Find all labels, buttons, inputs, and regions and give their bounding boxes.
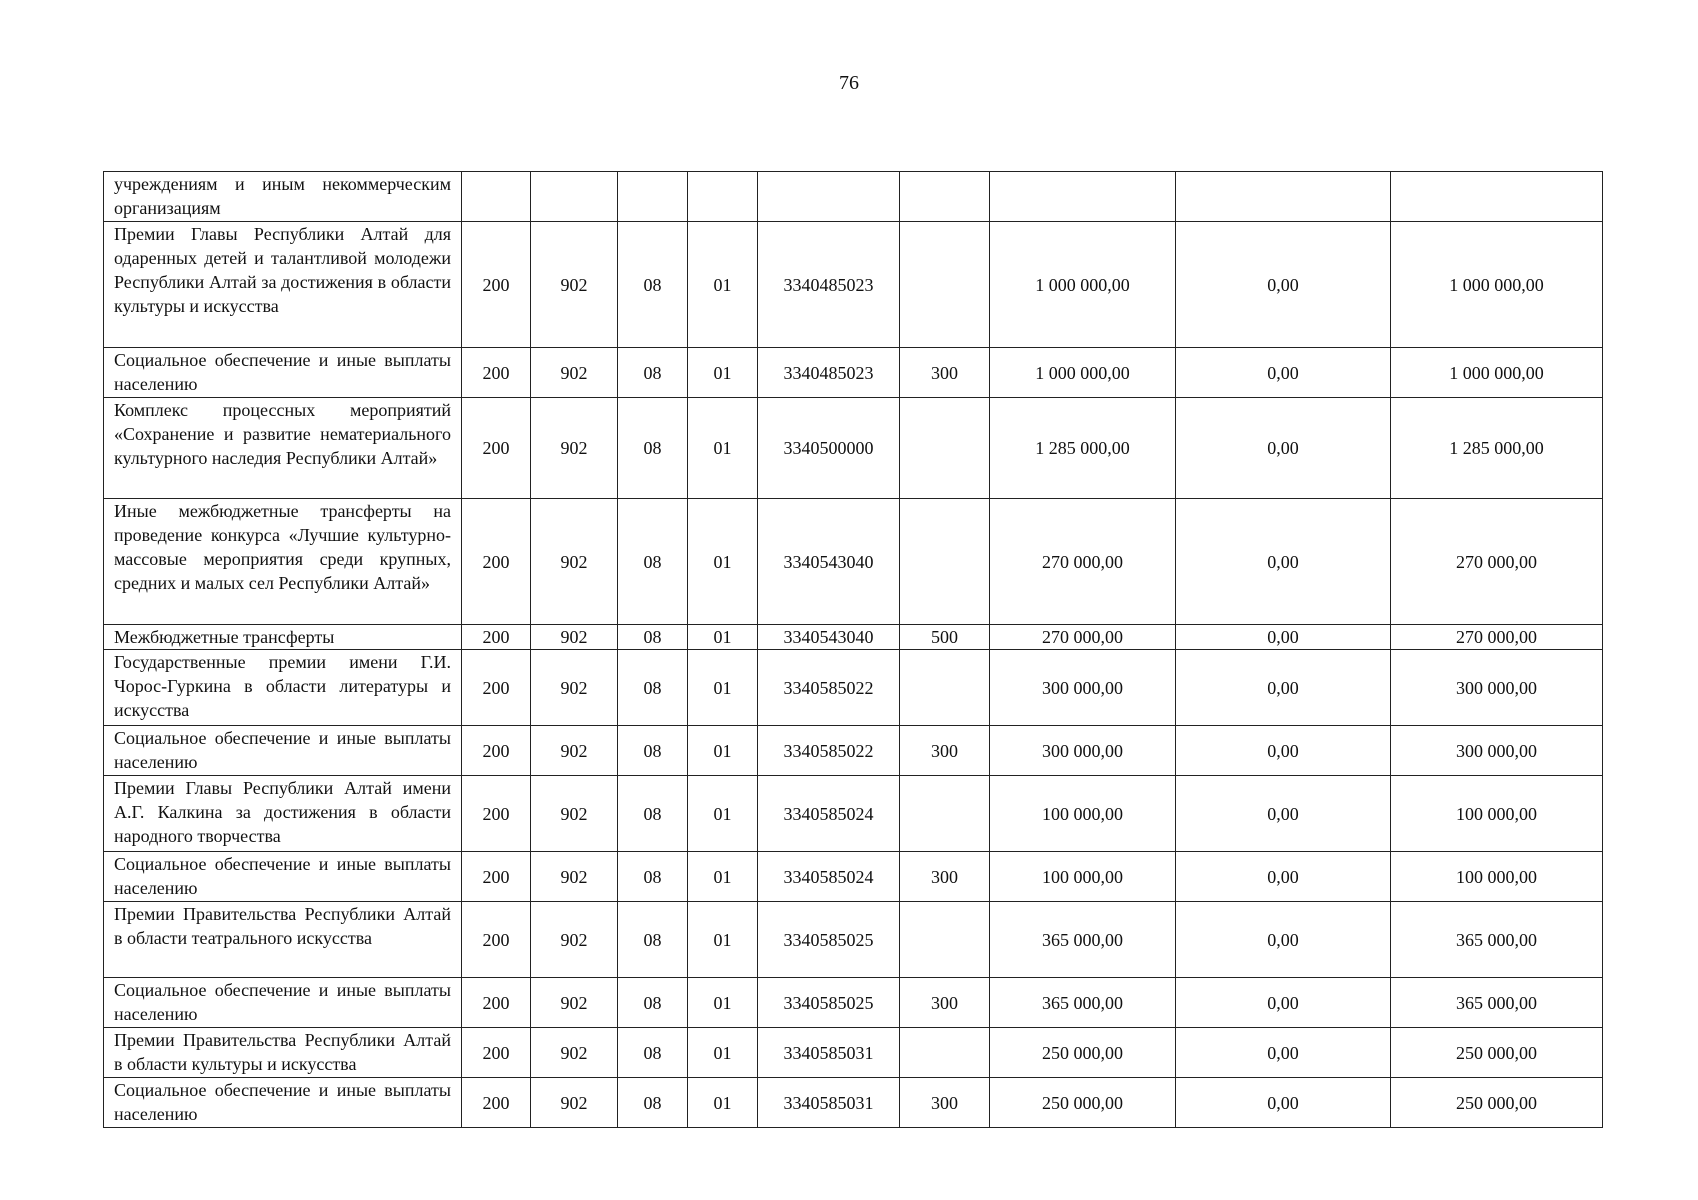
cell-federal-amount: 0,00 — [1176, 398, 1391, 499]
cell-section: 08 — [618, 222, 688, 348]
table-row — [104, 650, 1603, 726]
cell-expense-type — [900, 902, 990, 978]
cell-target-article: 3340585025 — [758, 978, 900, 1028]
cell-ministry-code: 902 — [531, 1028, 618, 1078]
cell-total-amount: 250 000,00 — [1391, 1028, 1603, 1078]
cell-expense-type: 300 — [900, 978, 990, 1028]
cell-expense-type — [900, 1028, 990, 1078]
cell-ppp: 200 — [462, 978, 531, 1028]
cell-section: 08 — [618, 625, 688, 650]
cell-ppp: 200 — [462, 902, 531, 978]
cell-total-amount: 365 000,00 — [1391, 978, 1603, 1028]
cell-expense-type — [900, 172, 990, 222]
cell-target-article: 3340485023 — [758, 222, 900, 348]
cell-target-article: 3340585022 — [758, 650, 900, 726]
cell-federal-amount — [1176, 172, 1391, 222]
cell-target-article: 3340543040 — [758, 499, 900, 625]
cell-ppp — [462, 172, 531, 222]
cell-subsection: 01 — [688, 222, 758, 348]
cell-federal-amount: 0,00 — [1176, 1028, 1391, 1078]
table-row — [104, 726, 1603, 776]
cell-expense-type — [900, 222, 990, 348]
cell-total-amount: 100 000,00 — [1391, 852, 1603, 902]
cell-section: 08 — [618, 726, 688, 776]
cell-target-article: 3340585025 — [758, 902, 900, 978]
row-name-cell: учреждениям и иным некоммерческим организациям — [104, 172, 462, 222]
cell-total-amount: 300 000,00 — [1391, 726, 1603, 776]
cell-expense-type: 300 — [900, 348, 990, 398]
cell-expense-type — [900, 776, 990, 852]
budget-table — [103, 171, 1603, 1128]
cell-ministry-code: 902 — [531, 625, 618, 650]
table-row — [104, 398, 1603, 499]
cell-section: 08 — [618, 499, 688, 625]
cell-amount: 1 000 000,00 — [990, 222, 1176, 348]
table-row — [104, 1078, 1603, 1128]
cell-expense-type: 300 — [900, 726, 990, 776]
cell-ministry-code: 902 — [531, 852, 618, 902]
cell-amount: 300 000,00 — [990, 650, 1176, 726]
cell-ppp: 200 — [462, 1078, 531, 1128]
cell-ppp: 200 — [462, 222, 531, 348]
row-name-cell: Премии Правительства Республики Алтай в области театрального искусства — [104, 902, 462, 978]
cell-federal-amount: 0,00 — [1176, 650, 1391, 726]
row-name-cell: Иные межбюджетные трансферты на проведение конкурса «Лучшие культурно-массовые мероприятия среди крупных, средних и малых сел Республики Алтай» — [104, 499, 462, 625]
cell-ministry-code: 902 — [531, 348, 618, 398]
row-name-cell: Социальное обеспечение и иные выплаты населению — [104, 726, 462, 776]
cell-target-article: 3340543040 — [758, 625, 900, 650]
cell-subsection: 01 — [688, 978, 758, 1028]
cell-subsection: 01 — [688, 650, 758, 726]
cell-amount: 100 000,00 — [990, 776, 1176, 852]
cell-ministry-code: 902 — [531, 978, 618, 1028]
cell-amount: 270 000,00 — [990, 625, 1176, 650]
cell-amount: 270 000,00 — [990, 499, 1176, 625]
table-row — [104, 902, 1603, 978]
row-name-cell: Комплекс процессных мероприятий «Сохранение и развитие нематериального культурного наследия Республики Алтай» — [104, 398, 462, 499]
cell-ministry-code: 902 — [531, 499, 618, 625]
cell-ministry-code: 902 — [531, 1078, 618, 1128]
cell-amount — [990, 172, 1176, 222]
cell-ppp: 200 — [462, 398, 531, 499]
cell-expense-type: 500 — [900, 625, 990, 650]
table-row — [104, 625, 1603, 650]
cell-ministry-code — [531, 172, 618, 222]
cell-ppp: 200 — [462, 499, 531, 625]
cell-federal-amount: 0,00 — [1176, 726, 1391, 776]
cell-total-amount: 250 000,00 — [1391, 1078, 1603, 1128]
cell-amount: 250 000,00 — [990, 1078, 1176, 1128]
cell-subsection: 01 — [688, 499, 758, 625]
cell-amount: 365 000,00 — [990, 902, 1176, 978]
cell-section: 08 — [618, 398, 688, 499]
cell-expense-type: 300 — [900, 1078, 990, 1128]
table-body — [104, 172, 1603, 1128]
cell-target-article: 3340585024 — [758, 776, 900, 852]
cell-total-amount: 100 000,00 — [1391, 776, 1603, 852]
cell-ppp: 200 — [462, 852, 531, 902]
cell-ministry-code: 902 — [531, 222, 618, 348]
cell-section: 08 — [618, 902, 688, 978]
cell-section — [618, 172, 688, 222]
row-name-cell: Межбюджетные трансферты — [104, 625, 462, 650]
cell-target-article: 3340500000 — [758, 398, 900, 499]
cell-federal-amount: 0,00 — [1176, 776, 1391, 852]
cell-total-amount: 300 000,00 — [1391, 650, 1603, 726]
cell-subsection: 01 — [688, 902, 758, 978]
cell-section: 08 — [618, 650, 688, 726]
cell-total-amount: 270 000,00 — [1391, 625, 1603, 650]
cell-federal-amount: 0,00 — [1176, 499, 1391, 625]
row-name-cell: Социальное обеспечение и иные выплаты населению — [104, 1078, 462, 1128]
cell-target-article — [758, 172, 900, 222]
cell-ministry-code: 902 — [531, 776, 618, 852]
cell-total-amount: 1 000 000,00 — [1391, 222, 1603, 348]
cell-ppp: 200 — [462, 625, 531, 650]
cell-ppp: 200 — [462, 650, 531, 726]
table-row — [104, 1028, 1603, 1078]
cell-federal-amount: 0,00 — [1176, 222, 1391, 348]
cell-expense-type: 300 — [900, 852, 990, 902]
cell-total-amount: 270 000,00 — [1391, 499, 1603, 625]
cell-target-article: 3340485023 — [758, 348, 900, 398]
cell-subsection: 01 — [688, 398, 758, 499]
cell-subsection: 01 — [688, 852, 758, 902]
cell-expense-type — [900, 499, 990, 625]
cell-amount: 250 000,00 — [990, 1028, 1176, 1078]
row-name-cell: Премии Главы Республики Алтай имени А.Г. Калкина за достижения в области народного творчества — [104, 776, 462, 852]
row-name-cell: Премии Главы Республики Алтай для одаренных детей и талантливой молодежи Республики Алтай за достижения в области культуры и искусства — [104, 222, 462, 348]
cell-amount: 365 000,00 — [990, 978, 1176, 1028]
cell-ppp: 200 — [462, 776, 531, 852]
cell-section: 08 — [618, 348, 688, 398]
cell-target-article: 3340585031 — [758, 1078, 900, 1128]
cell-ppp: 200 — [462, 1028, 531, 1078]
cell-section: 08 — [618, 978, 688, 1028]
cell-subsection: 01 — [688, 625, 758, 650]
cell-subsection: 01 — [688, 726, 758, 776]
cell-federal-amount: 0,00 — [1176, 348, 1391, 398]
table-row — [104, 776, 1603, 852]
row-name-cell: Социальное обеспечение и иные выплаты населению — [104, 348, 462, 398]
cell-section: 08 — [618, 776, 688, 852]
table-row — [104, 172, 1603, 222]
cell-subsection: 01 — [688, 776, 758, 852]
cell-federal-amount: 0,00 — [1176, 852, 1391, 902]
cell-total-amount: 1 285 000,00 — [1391, 398, 1603, 499]
row-name-cell: Социальное обеспечение и иные выплаты населению — [104, 978, 462, 1028]
cell-total-amount: 1 000 000,00 — [1391, 348, 1603, 398]
cell-section: 08 — [618, 1028, 688, 1078]
cell-target-article: 3340585022 — [758, 726, 900, 776]
row-name-cell: Социальное обеспечение и иные выплаты населению — [104, 852, 462, 902]
page-number: 76 — [839, 72, 859, 94]
cell-target-article: 3340585024 — [758, 852, 900, 902]
cell-ppp: 200 — [462, 726, 531, 776]
cell-subsection: 01 — [688, 1028, 758, 1078]
cell-total-amount — [1391, 172, 1603, 222]
cell-amount: 1 285 000,00 — [990, 398, 1176, 499]
cell-section: 08 — [618, 852, 688, 902]
cell-target-article: 3340585031 — [758, 1028, 900, 1078]
cell-ministry-code: 902 — [531, 398, 618, 499]
cell-federal-amount: 0,00 — [1176, 902, 1391, 978]
cell-section: 08 — [618, 1078, 688, 1128]
table-row — [104, 348, 1603, 398]
row-name-cell: Государственные премии имени Г.И. Чорос-Гуркина в области литературы и искусства — [104, 650, 462, 726]
cell-subsection: 01 — [688, 348, 758, 398]
cell-amount: 1 000 000,00 — [990, 348, 1176, 398]
cell-ministry-code: 902 — [531, 650, 618, 726]
cell-federal-amount: 0,00 — [1176, 1078, 1391, 1128]
cell-federal-amount: 0,00 — [1176, 625, 1391, 650]
cell-ministry-code: 902 — [531, 902, 618, 978]
cell-ppp: 200 — [462, 348, 531, 398]
table-row — [104, 852, 1603, 902]
cell-total-amount: 365 000,00 — [1391, 902, 1603, 978]
cell-federal-amount: 0,00 — [1176, 978, 1391, 1028]
cell-expense-type — [900, 650, 990, 726]
table-row — [104, 222, 1603, 348]
cell-subsection: 01 — [688, 1078, 758, 1128]
cell-amount: 100 000,00 — [990, 852, 1176, 902]
row-name-cell: Премии Правительства Республики Алтай в области культуры и искусства — [104, 1028, 462, 1078]
table-row — [104, 978, 1603, 1028]
cell-ministry-code: 902 — [531, 726, 618, 776]
cell-subsection — [688, 172, 758, 222]
cell-expense-type — [900, 398, 990, 499]
table-row — [104, 499, 1603, 625]
cell-amount: 300 000,00 — [990, 726, 1176, 776]
